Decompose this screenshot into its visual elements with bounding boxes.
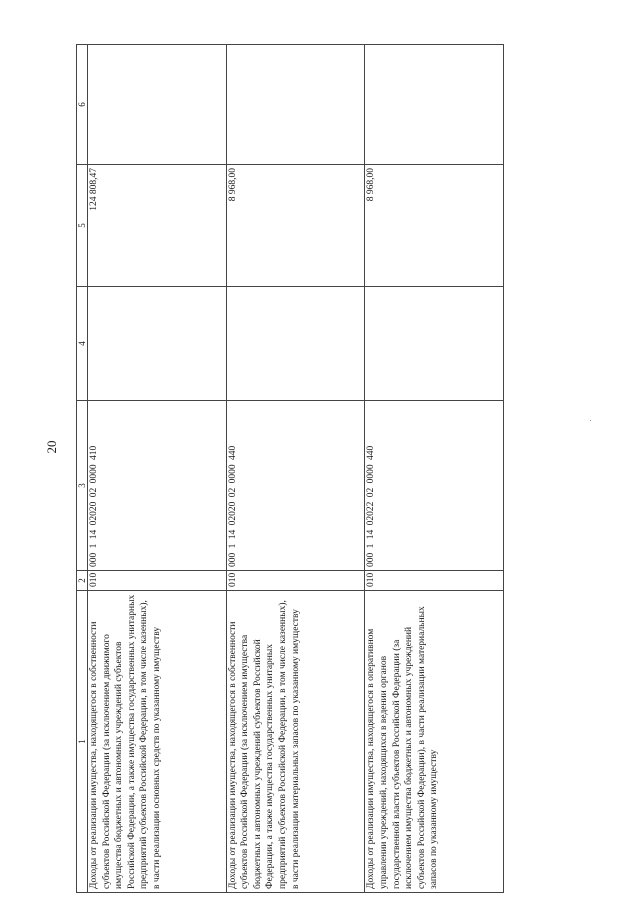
column-4-value (226, 287, 365, 401)
amount-value: 124 808,47 (88, 165, 227, 287)
income-description: Доходы от реализации имущества, находящегося в собственности субъектов Российской Федерации (за исключением имущества бюджетных и автономных учреждений субъектов Российской Федерации, а также имущества государственных унитарных предприятий субъектов Российской Федерации, в том числе казенных), в части реализации материальных запасов по указанному имуществу (226, 591, 365, 893)
column-number-row (77, 45, 88, 893)
table-row (226, 45, 365, 893)
column-number-4: 4 (77, 287, 88, 401)
classification-code: 000 1 14 02020 02 0000 410 (88, 401, 227, 571)
column-number-3: 3 (77, 401, 88, 571)
amount-value: 8 968,00 (226, 165, 365, 287)
amount-value: 8 968,00 (365, 165, 504, 287)
line-code: 010 (88, 571, 227, 591)
income-description: Доходы от реализации имущества, находящегося в оперативном управлении учреждений, находящихся в ведении органов государственной власти субъектов Российской Федерации (за исключением имущества бюджетных и автономных учреждений субъектов Российской Федерации), в части реализации материальных запасов по указанному имуществу (365, 591, 504, 893)
column-6-value (226, 45, 365, 165)
table-row (88, 45, 227, 893)
line-code: 010 (365, 571, 504, 591)
scan-speck (590, 420, 591, 421)
column-number-5: 5 (77, 165, 88, 287)
page-number: 20 (44, 440, 59, 454)
budget-income-table (76, 44, 504, 893)
column-6-value (365, 45, 504, 165)
table-row (365, 45, 504, 893)
column-number-6: 6 (77, 45, 88, 165)
classification-code: 000 1 14 02022 02 0000 440 (365, 401, 504, 571)
column-number-2: 2 (77, 571, 88, 591)
column-4-value (88, 287, 227, 401)
column-4-value (365, 287, 504, 401)
classification-code: 000 1 14 02020 02 0000 440 (226, 401, 365, 571)
line-code: 010 (226, 571, 365, 591)
column-number-1: 1 (77, 591, 88, 893)
column-6-value (88, 45, 227, 165)
table-container (76, 45, 504, 893)
income-description: Доходы от реализации имущества, находящегося в собственности субъектов Российской Федерации (за исключением движимого имущества бюджетных и автономных учреждений субъектов Российской Федерации, а также имущества государственных унитарных предприятий субъектов Российской Федерации, в том числе казенных), в части реализации основных средств по указанному имуществу (88, 591, 227, 893)
